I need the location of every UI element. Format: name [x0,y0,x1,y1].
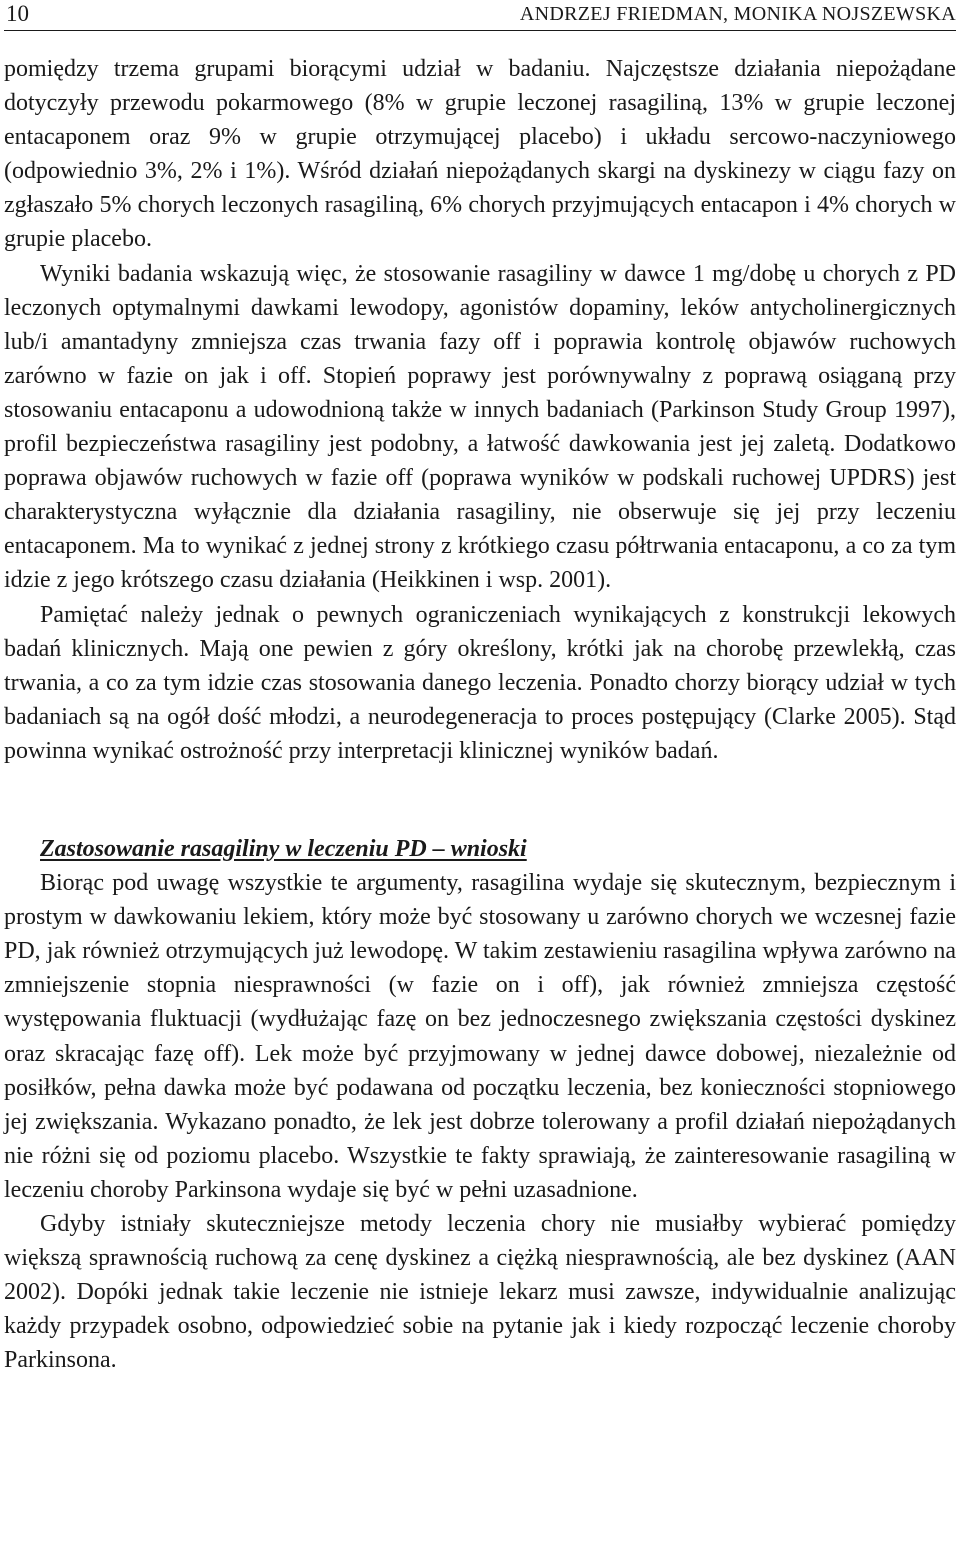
paragraph-final: Gdyby istniały skuteczniejsze metody leczenia chory nie musiałby wybierać pomiędzy większą sprawnością ruchową za cenę dyskinez a ciężką niesprawnością, ale bez dyskinez (AAN 2002). Dopóki jednak takie leczenie nie istnieje lekarz musi zawsze, indywidualnie analizując każdy przypadek osobno, odpowiedzieć sobie na pytanie jak i kiedy rozpocząć leczenie choroby Parkinsona. [4,1211,956,1374]
body-text [4,52,956,1377]
paragraph-conclusions: Biorąc pod uwagę wszystkie te argumenty, rasagilina wydaje się skutecznym, bezpiecznym i prostym w dawkowaniu lekiem, który może być stosowany u zarówno chorych we wczesnej fazie PD, jak również otrzymujących już lewodopę. W takim zestawieniu rasagilina wpływa zarówno na zmniejszenie stopnia niesprawności (w fazie on i off), jak również zmniejsza częstość występowania fluktuacji (wydłużając fazę on bez jednoczesnego zwiększania częstości dyskinez oraz skracając fazę off). Lek może być przyjmowany w jednej dawce dobowej, niezależnie od posiłków, pełna dawka może być podawana od początku leczenia, bez konieczności stopniowego jej zwiększania. Wykazano ponadto, że lek jest dobrze tolerowany a profil działań niepożądanych nie różni się od poziomu placebo. Wszystkie te fakty sprawiają, że zainteresowanie rasagiliną w leczeniu choroby Parkinsona wydaje się być w pełni uzasadnione. [4,870,956,1203]
running-title-authors: ANDRZEJ FRIEDMAN, MONIKA NOJSZEWSKA [519,3,956,25]
paragraph-results: Wyniki badania wskazują więc, że stosowanie rasagiliny w dawce 1 mg/dobę u chorych z PD leczonych optymalnymi dawkami lewodopy, agonistów dopaminy, leków antycholinergicznych lub/i amantadyny zmniejsza czas trwania fazy off i poprawia kontrolę objawów ruchowych zarówno w fazie on jak i off. Stopień poprawy jest porównywalny z poprawą osiąganą przy stosowaniu entacaponu a udowodnioną także w innych badaniach (Parkinson Study Group 1997), profil bezpieczeństwa rasagiliny jest podobny, a łatwość dawkowania jest jej zaletą. Dodatkowo poprawa objawów ruchowych w fazie off (poprawa wyników w podskali ruchowej UPDRS) jest charakterystyczna wyłącznie dla działania rasagiliny, nie obserwuje się jej przy leczeniu entacaponem. Ma to wynikać z jednej strony z krótkiego czasu półtrwania entacaponu, a co za tym idzie z jego krótszego czasu działania (Heikkinen i wsp. 2001). [4,260,956,594]
paragraph-continued: pomiędzy trzema grupami biorącymi udział w badaniu. Najczęstsze działania niepożądane dotyczyły przewodu pokarmowego (8% w grupie leczonej rasagiliną, 13% w grupie leczonej entacaponem oraz 9% w grupie otrzymującej placebo) i układu sercowo-naczyniowego (odpowiednio 3%, 2% i 1%). Wśród działań niepożądanych skargi na dyskinezy w ciągu fazy on zgłaszało 5% chorych leczonych rasagiliną, 6% chorych przyjmujących entacapon i 4% chorych w grupie placebo. [4,56,956,253]
page-number: 10 [6,1,29,26]
paragraph-limitations: Pamiętać należy jednak o pewnych ograniczeniach wynikających z konstrukcji lekowych badań klinicznych. Mają one pewien z góry określony, krótki jak na chorobę przewlekłą, czas trwania, a co za tym idzie czas stosowania danego leczenia. Ponadto chorzy biorący udział w tych badaniach są na ogół dość młodzi, a neurodegeneracja to proces postępujący (Clarke 2005). Stąd powinna wynikać ostrożność przy interpretacji klinicznej wyników badań. [4,601,956,764]
section-heading: Zastosowanie rasagiliny w leczeniu PD – wnioski [40,835,527,862]
running-head [4,0,956,31]
